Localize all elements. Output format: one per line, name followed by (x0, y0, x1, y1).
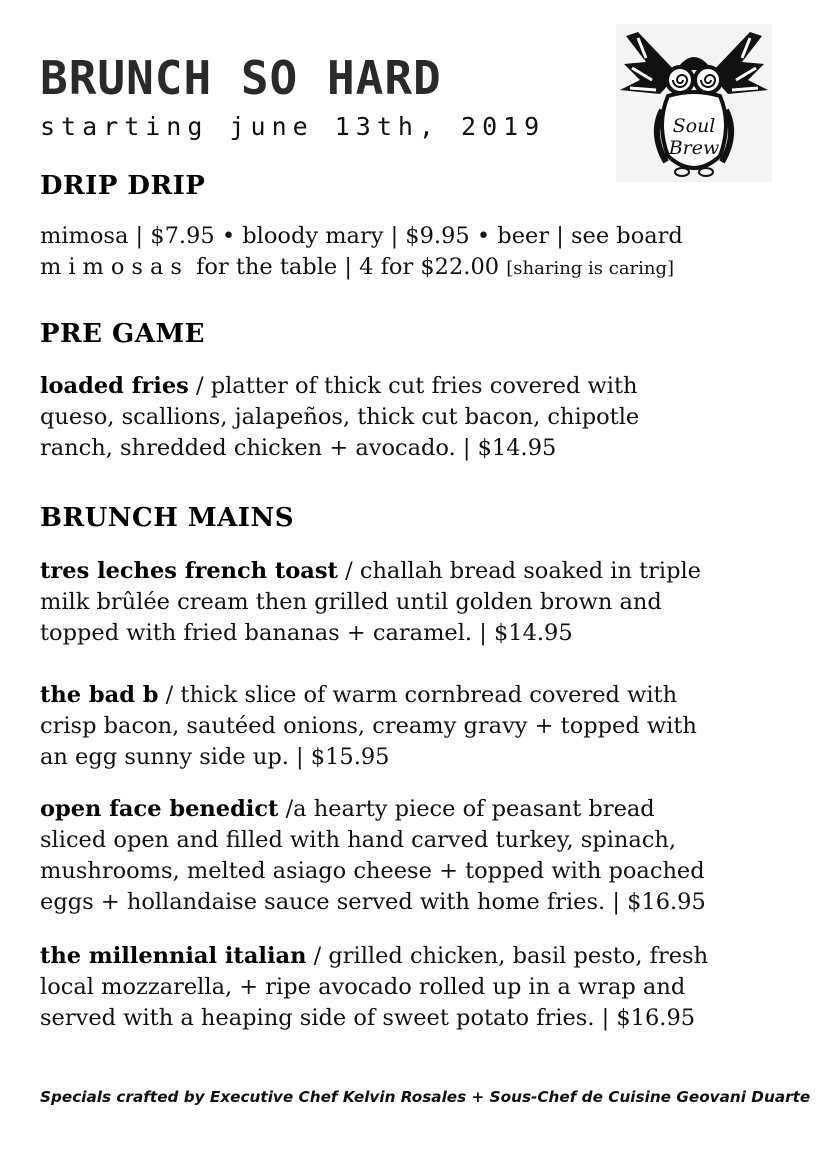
item-name: open face benedict (40, 796, 279, 822)
item-desc-line: sliced open and filled with hand carved turkey, spinach, (40, 827, 677, 853)
item-name: the millennial italian (40, 943, 307, 969)
item-desc-line: eggs + hollandaise sauce served with home fries. | $16.95 (40, 889, 706, 915)
drinks-prices: mimosa | $7.95 • bloody mary | $9.95 • beer | see board (40, 223, 683, 249)
item-desc-line: topped with fried bananas + caramel. | $14.95 (40, 620, 573, 646)
logo-text-brew: Brew (668, 137, 720, 159)
item-name: tres leches french toast (40, 558, 338, 584)
item-desc-line: /a hearty piece of peasant bread (278, 796, 655, 822)
soul-brew-logo (616, 24, 772, 182)
item-name: the bad b (40, 682, 159, 708)
mimosas-word: mimosas (40, 254, 189, 280)
menu-item-the-millennial-italian (40, 941, 800, 1034)
item-desc-line: local mozzarella, + ripe avocado rolled up in a wrap and (40, 974, 686, 1000)
item-desc-line: ranch, shredded chicken + avocado. | $14.95 (40, 435, 557, 461)
menu-item-the-bad-b (40, 680, 800, 773)
menu-item-tres-leches-french-toast (40, 556, 800, 649)
mimosas-deal-text: for the table | 4 for $22.00 (188, 254, 507, 280)
chef-credits: Specials crafted by Executive Chef Kelvin Rosales + Sous-Chef de Cuisine Geovani Duarte (40, 1088, 811, 1106)
menu-item-loaded-fries (40, 371, 800, 464)
item-desc-line: mushrooms, melted asiago cheese + topped with poached (40, 858, 705, 884)
item-desc-line: / challah bread soaked in triple (337, 558, 701, 584)
logo-text-soul: Soul (672, 115, 716, 137)
mimosas-deal-note: [sharing is caring] (506, 258, 675, 279)
menu-item-open-face-benedict (40, 794, 800, 918)
drinks-list (40, 221, 800, 284)
item-desc-line: / platter of thick cut fries covered with (188, 373, 638, 399)
section-heading-pregame: PRE GAME (40, 319, 206, 349)
item-desc-line: an egg sunny side up. | $15.95 (40, 744, 390, 770)
mimosas-table-deal (40, 252, 800, 284)
item-desc-line: / grilled chicken, basil pesto, fresh (306, 943, 709, 969)
menu-start-date: starting june 13th, 2019 (40, 112, 546, 141)
item-desc-line: queso, scallions, jalapeños, thick cut bacon, chipotle (40, 404, 640, 430)
item-desc-line: served with a heaping side of sweet potato fries. | $16.95 (40, 1005, 696, 1031)
menu-title: BRUNCH SO HARD (40, 51, 442, 105)
item-desc-line: crisp bacon, sautéed onions, creamy gravy + topped with (40, 713, 697, 739)
section-heading-mains: BRUNCH MAINS (40, 503, 294, 533)
item-desc-line: milk brûlée cream then grilled until golden brown and (40, 589, 662, 615)
item-name: loaded fries (40, 373, 189, 399)
item-desc-line: / thick slice of warm cornbread covered with (158, 682, 678, 708)
section-heading-drip: DRIP DRIP (40, 171, 206, 201)
